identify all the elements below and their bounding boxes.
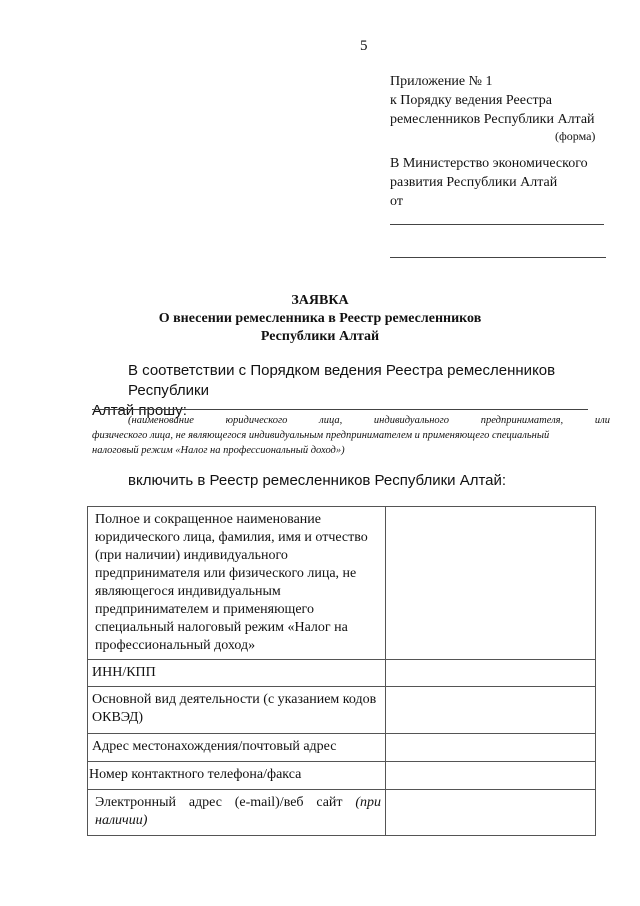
row-label xyxy=(88,687,386,734)
label-address: Адрес местонахождения/почтовый адрес xyxy=(92,739,337,754)
label-main-activity: Основной вид деятельности (с указанием кодов ОКВЭД) xyxy=(92,692,377,725)
table-row xyxy=(88,507,596,660)
annex-line-2: к Порядку ведения Реестра xyxy=(390,93,552,108)
label-inn-kpp: ИНН/КПП xyxy=(92,665,156,680)
intro-paragraph xyxy=(92,361,612,421)
intro-line-2: Алтай прошу: xyxy=(92,402,187,419)
value-main-activity-field[interactable] xyxy=(386,687,596,734)
table-row xyxy=(88,687,596,734)
annex-header xyxy=(390,72,630,144)
label-email-text: Электронный адрес (e-mail)/веб сайт xyxy=(95,795,343,810)
label-phone: Номер контактного телефона/факса xyxy=(89,767,302,782)
title-line-2: О внесении ремесленника в Реестр ремесленников xyxy=(158,311,482,326)
row-label xyxy=(88,790,386,836)
table-row xyxy=(88,660,596,687)
label-full-name: Полное и сокращенное наименование юридического лица, фамилия, имя и отчество (при наличии) индивидуального предпринимателя или физического лица, не являющегося индивидуальным предпринимателем и применяющего специальный налоговый режим «Налог на профессиональный доход» xyxy=(95,512,368,653)
hint-line-3: налоговый режим «Налог на профессиональный доход») xyxy=(92,445,345,456)
label-email xyxy=(88,790,385,834)
field-hint xyxy=(92,413,610,458)
page-number: 5 xyxy=(360,38,368,54)
label-email-note: (при наличии) xyxy=(95,795,381,828)
annex-line-3: ремесленников Республики Алтай xyxy=(390,112,595,127)
addressee-block xyxy=(390,154,630,211)
hint-line-1: (наименование юридического лица, индивидуального предпринимателя, или xyxy=(128,415,610,426)
value-address-field[interactable] xyxy=(386,734,596,762)
value-phone-field[interactable] xyxy=(386,762,596,790)
addressee-line-3: от xyxy=(390,194,403,209)
table-row xyxy=(88,734,596,762)
title-line-3: Республики Алтай xyxy=(260,329,380,344)
table-row xyxy=(88,762,596,790)
applicant-name-line-2[interactable] xyxy=(390,257,606,258)
form-note: (форма) xyxy=(555,129,596,143)
row-label xyxy=(88,762,386,790)
include-statement: включить в Реестр ремесленников Республики Алтай: xyxy=(128,472,507,489)
row-label xyxy=(88,507,386,660)
annex-line-1: Приложение № 1 xyxy=(390,74,493,89)
value-email-field[interactable] xyxy=(386,790,596,836)
document-title xyxy=(90,292,550,346)
addressee-line-2: развития Республики Алтай xyxy=(390,175,558,190)
row-label xyxy=(88,734,386,762)
value-full-name-field[interactable] xyxy=(386,507,596,660)
applicant-name-line-1[interactable] xyxy=(390,224,604,225)
title-line-1: ЗАЯВКА xyxy=(291,293,349,308)
value-inn-kpp-field[interactable] xyxy=(386,660,596,687)
table-row xyxy=(88,790,596,836)
hint-line-2: физического лица, не являющегося индивидуальным предпринимателем и применяющего специальный xyxy=(92,430,550,441)
intro-line-1: В соответствии с Порядком ведения Реестра ремесленников Республики xyxy=(128,362,556,399)
application-table xyxy=(87,506,596,836)
row-label xyxy=(88,660,386,687)
addressee-line-1: В Министерство экономического xyxy=(390,156,588,171)
applicant-fill-line[interactable] xyxy=(92,409,588,410)
